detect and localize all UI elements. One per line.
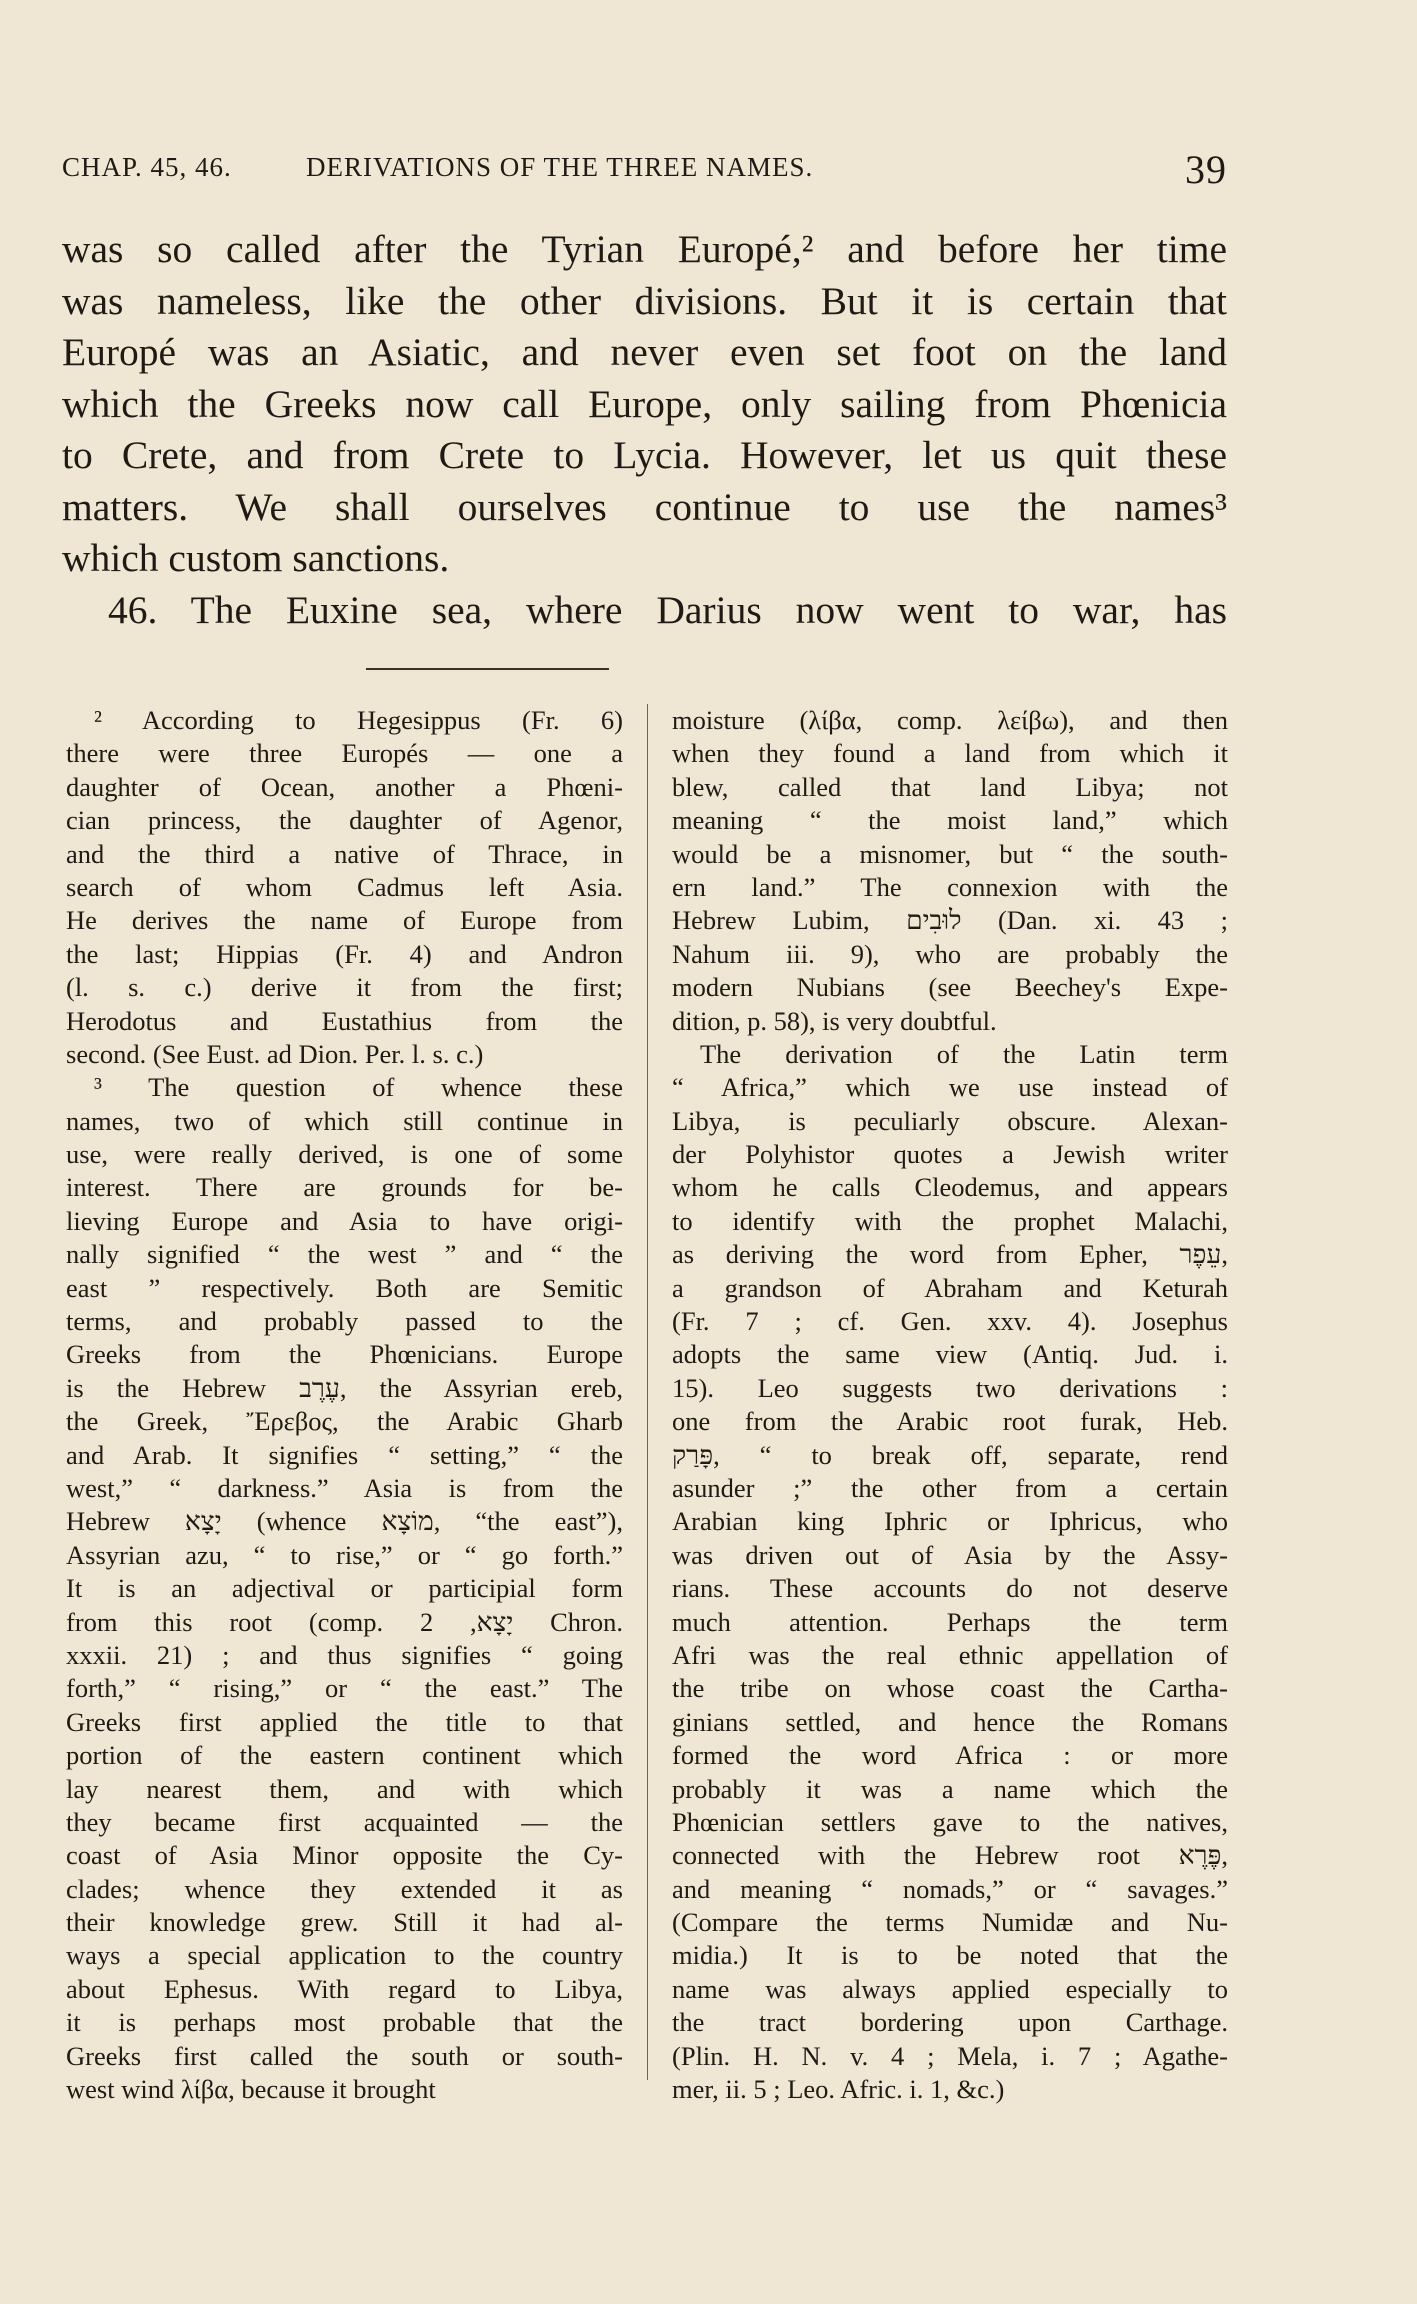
footnote-line: daughter of Ocean, another a Phœni- bbox=[66, 771, 623, 802]
footnote-line: meaning “ the moist land,” which bbox=[672, 805, 1228, 836]
footnote-line: cian princess, the daughter of Agenor, bbox=[66, 805, 623, 836]
footnote-line: Nahum iii. 9), who are probably the bbox=[672, 938, 1228, 969]
footnote-line: ginians settled, and hence the Romans bbox=[672, 1706, 1228, 1737]
footnote-line: adopts the same view (Antiq. Jud. i. bbox=[672, 1339, 1228, 1370]
footnote-line: names, two of which still continue in bbox=[66, 1105, 623, 1136]
footnote-line: interest. There are grounds for be- bbox=[66, 1172, 623, 1203]
footnote-line: the tract bordering upon Carthage. bbox=[672, 2007, 1228, 2038]
footnote-line: the tribe on whose coast the Cartha- bbox=[672, 1673, 1228, 1704]
page-number: 39 bbox=[1185, 147, 1227, 192]
footnote-line: terms, and probably passed to the bbox=[66, 1306, 623, 1337]
footnote-line: search of whom Cadmus left Asia. bbox=[66, 871, 623, 902]
footnote-line: forth,” “ rising,” or “ the east.” The bbox=[66, 1673, 623, 1704]
main-text-line: matters. We shall ourselves continue to use the names³ bbox=[62, 484, 1227, 529]
footnote-line: coast of Asia Minor opposite the Cy- bbox=[66, 1840, 623, 1871]
footnote-line: second. (See Eust. ad Dion. Per. l. s. c.) bbox=[66, 1038, 484, 1069]
main-text-line: to Crete, and from Crete to Lycia. However, let us quit these bbox=[62, 433, 1227, 477]
chapter-reference: CHAP. 45, 46. bbox=[62, 152, 232, 182]
footnote-line: there were three Europés — one a bbox=[66, 738, 623, 769]
footnote-line: der Polyhistor quotes a Jewish writer bbox=[672, 1139, 1228, 1170]
footnote-line: portion of the eastern continent which bbox=[66, 1740, 623, 1771]
footnote-line: It is an adjectival or participial form bbox=[66, 1573, 623, 1604]
footnote-line: name was always applied especially to bbox=[672, 1973, 1228, 2004]
footnotes-right-column bbox=[672, 704, 1228, 2106]
footnote-line: blew, called that land Libya; not bbox=[672, 771, 1228, 802]
footnote-line: and meaning “ nomads,” or “ savages.” bbox=[672, 1873, 1228, 1904]
footnote-line: Arabian king Iphric or Iphricus, who bbox=[672, 1506, 1228, 1537]
main-text bbox=[62, 224, 1227, 636]
footnote-line: moisture (λίβα, comp. λείβω), and then bbox=[672, 705, 1228, 735]
footnote-line: dition, p. 58), is very doubtful. bbox=[672, 1005, 997, 1036]
footnote-line: rians. These accounts do not deserve bbox=[672, 1573, 1228, 1604]
footnote-line: Greeks from the Phœnicians. Europe bbox=[66, 1339, 623, 1370]
footnote-line: lay nearest them, and with which bbox=[66, 1773, 623, 1804]
footnote-line: clades; whence they extended it as bbox=[66, 1873, 623, 1904]
footnote-line: they became first acquainted — the bbox=[66, 1806, 623, 1837]
footnote-line: Greeks first applied the title to that bbox=[66, 1706, 623, 1737]
footnote-line: Herodotus and Eustathius from the bbox=[66, 1005, 623, 1036]
footnote-line: connected with the Hebrew root פֶּרֶא, bbox=[672, 1840, 1228, 1871]
footnote-line: from this root (comp. יָצָא, 2 Chron. bbox=[66, 1606, 623, 1637]
footnote-line: use, were really derived, is one of some bbox=[66, 1139, 623, 1170]
main-text-line: 46. The Euxine sea, where Darius now went to war, has bbox=[108, 587, 1227, 632]
footnote-line: probably it was a name which the bbox=[672, 1773, 1228, 1804]
footnote-line: would be a misnomer, but “ the south- bbox=[672, 838, 1228, 869]
footnote-line: and the third a native of Thrace, in bbox=[66, 838, 623, 869]
footnote-line: ³ The question of whence these bbox=[94, 1072, 623, 1103]
footnote-line: much attention. Perhaps the term bbox=[672, 1606, 1228, 1637]
footnote-line: modern Nubians (see Beechey's Expe- bbox=[672, 972, 1228, 1003]
footnote-line: Assyrian azu, “ to rise,” or “ go forth.” bbox=[66, 1539, 623, 1570]
footnote-line: the Greek, Ἔρεβος, the Arabic Gharb bbox=[66, 1406, 623, 1437]
footnote-line: to identify with the prophet Malachi, bbox=[672, 1205, 1228, 1236]
footnote-line: Hebrew Lubim, לוּבִים (Dan. xi. 43 ; bbox=[672, 905, 1228, 936]
footnote-line: (Compare the terms Numidæ and Nu- bbox=[672, 1907, 1228, 1938]
footnote-line: about Ephesus. With regard to Libya, bbox=[66, 1973, 623, 2004]
footnote-line: their knowledge grew. Still it had al- bbox=[66, 1907, 623, 1938]
footnote-line: midia.) It is to be noted that the bbox=[672, 1940, 1228, 1971]
footnote-line: mer, ii. 5 ; Leo. Afric. i. 1, &c.) bbox=[672, 2074, 1005, 2105]
footnote-line: and Arab. It signifies “ setting,” “ the bbox=[66, 1439, 623, 1470]
footnote-line: is the Hebrew עֶרֶב, the Assyrian ereb, bbox=[66, 1372, 623, 1403]
footnote-line: Libya, is peculiarly obscure. Alexan- bbox=[672, 1105, 1228, 1136]
footnote-line: 15). Leo suggests two derivations : bbox=[672, 1372, 1228, 1403]
footnote-line: it is perhaps most probable that the bbox=[66, 2007, 623, 2038]
footnote-line: (Plin. H. N. v. 4 ; Mela, i. 7 ; Agathe- bbox=[672, 2040, 1228, 2071]
footnote-line: פָּרַק, “ to break off, separate, rend bbox=[672, 1439, 1228, 1470]
footnote-line: xxxii. 21) ; and thus signifies “ going bbox=[66, 1639, 623, 1670]
footnotes-left-column bbox=[66, 704, 623, 2106]
footnote-line: Phœnician settlers gave to the natives, bbox=[672, 1806, 1228, 1837]
footnote-line: He derives the name of Europe from bbox=[66, 905, 623, 936]
footnote-line: when they found a land from which it bbox=[672, 738, 1228, 769]
footnote-line: whom he calls Cleodemus, and appears bbox=[672, 1172, 1228, 1203]
footnote-line: a grandson of Abraham and Keturah bbox=[672, 1272, 1228, 1303]
footnote-line: Hebrew יָצָא (whence מוֹצָא, “the east”), bbox=[66, 1506, 623, 1537]
footnote-line: the last; Hippias (Fr. 4) and Andron bbox=[66, 938, 623, 969]
running-head bbox=[62, 146, 1227, 196]
footnote-line: Afri was the real ethnic appellation of bbox=[672, 1639, 1228, 1670]
footnote-line: (Fr. 7 ; cf. Gen. xxv. 4). Josephus bbox=[672, 1306, 1228, 1337]
main-text-line: Europé was an Asiatic, and never even set foot on the land bbox=[62, 330, 1227, 374]
footnote-line: ² According to Hegesippus (Fr. 6) bbox=[94, 705, 623, 735]
footnote-line: formed the word Africa : or more bbox=[672, 1740, 1228, 1771]
main-text-line: which custom sanctions. bbox=[62, 536, 450, 580]
main-text-line: was nameless, like the other divisions. But it is certain that bbox=[62, 278, 1227, 323]
footnote-line: Greeks first called the south or south- bbox=[66, 2040, 623, 2071]
main-text-line: was so called after the Tyrian Europé,² and before her time bbox=[62, 227, 1227, 271]
running-title: DERIVATIONS OF THE THREE NAMES. bbox=[306, 152, 814, 182]
footnote-line: east ” respectively. Both are Semitic bbox=[66, 1272, 623, 1303]
footnote-separator-rule bbox=[366, 668, 609, 670]
footnote-line: lieving Europe and Asia to have origi- bbox=[66, 1205, 623, 1236]
footnote-line: asunder ;” the other from a certain bbox=[672, 1472, 1228, 1503]
footnote-line: nally signified “ the west ” and “ the bbox=[66, 1239, 623, 1270]
footnote-line: ways a special application to the country bbox=[66, 1940, 623, 1971]
footnote-line: (l. s. c.) derive it from the first; bbox=[66, 972, 623, 1003]
footnote-line: “ Africa,” which we use instead of bbox=[672, 1072, 1228, 1103]
footnote-line: The derivation of the Latin term bbox=[700, 1038, 1228, 1069]
footnote-line: was driven out of Asia by the Assy- bbox=[672, 1539, 1228, 1570]
footnote-line: ern land.” The connexion with the bbox=[672, 871, 1228, 902]
footnote-line: west,” “ darkness.” Asia is from the bbox=[66, 1472, 623, 1503]
column-divider bbox=[647, 704, 648, 2080]
main-text-line: which the Greeks now call Europe, only sailing from Phœnicia bbox=[62, 381, 1227, 426]
footnote-line: one from the Arabic root furak, Heb. bbox=[672, 1406, 1228, 1437]
footnote-line: west wind λίβα, because it brought bbox=[66, 2074, 436, 2105]
footnote-line: as deriving the word from Epher, עֵפֶר, bbox=[672, 1239, 1228, 1270]
